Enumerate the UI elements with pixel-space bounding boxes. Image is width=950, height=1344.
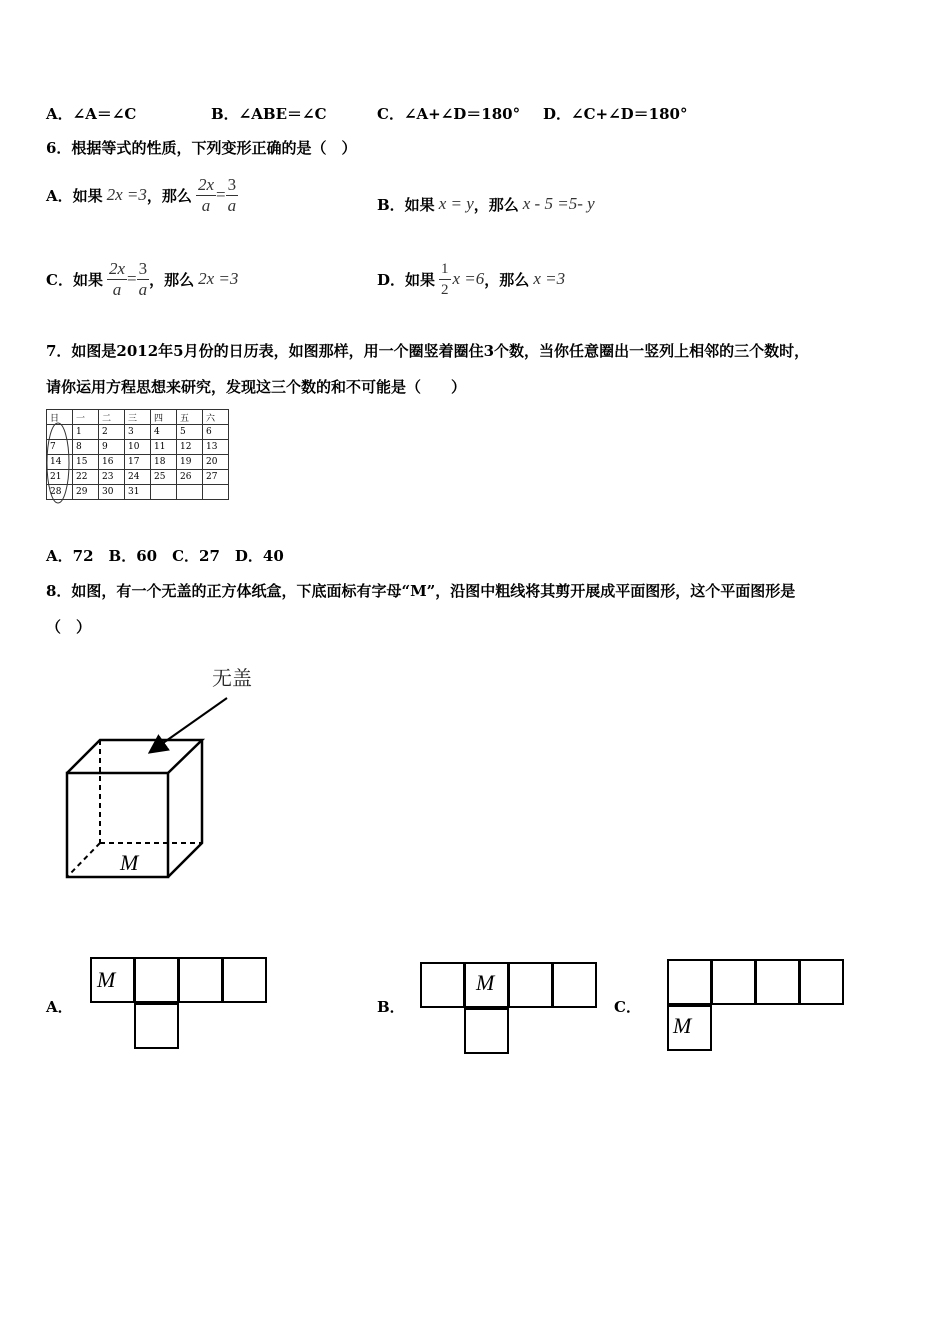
q6-c-label: C．如果 — [46, 270, 103, 289]
q6-c-den1: a — [112, 279, 122, 299]
calendar-cell: 6 — [203, 425, 229, 440]
calendar-cell: 1 — [73, 425, 99, 440]
q6-a-cond: 2x =3 — [106, 185, 147, 204]
calendar-cell: 25 — [151, 470, 177, 485]
q5-option-c: C．∠A+∠D＝180° — [377, 105, 521, 123]
net-c-square — [667, 959, 712, 1005]
net-a-square — [134, 957, 179, 1003]
q6-a-label: A．如果 — [46, 186, 103, 205]
calendar-cell: 28 — [47, 485, 73, 500]
calendar-cell: 12 — [177, 440, 203, 455]
calendar-cell: 13 — [203, 440, 229, 455]
q8-line2: （ ） — [46, 618, 92, 636]
q8-option-a-label: A． — [46, 998, 73, 1016]
q6-a-den2: a — [227, 195, 237, 215]
q6-option-b — [377, 190, 595, 218]
q6-c-num2: 3 — [138, 258, 148, 278]
calendar-header: 六 — [203, 410, 229, 425]
calendar-table-wrapper — [46, 409, 229, 500]
net-a-letter: M — [97, 967, 116, 992]
net-a-square — [222, 957, 267, 1003]
q6-a-num2: 3 — [227, 174, 237, 194]
net-c-square — [711, 959, 756, 1005]
net-c-letter: M — [673, 1013, 692, 1038]
calendar-cell: 26 — [177, 470, 203, 485]
cube-letter: M — [120, 850, 139, 875]
q6-option-a — [46, 170, 238, 220]
q6-d-cond: x =6 — [452, 269, 485, 288]
q5-option-b: B．∠ABE＝∠C — [211, 105, 327, 123]
q6-title: 6．根据等式的性质，下列变形正确的是（ ） — [46, 139, 357, 157]
net-b-square — [552, 962, 597, 1008]
q6-b-res: x - 5 =5- y — [522, 194, 595, 213]
q6-a-den1: a — [201, 195, 211, 215]
q6-d-res: x =3 — [533, 269, 566, 288]
q8-line1: 8．如图，有一个无盖的正方体纸盒，下底面标有字母“M”，沿图中粗线将其剪开展成平面图形，这个平面图形是 — [46, 582, 796, 600]
calendar-cell: 10 — [125, 440, 151, 455]
calendar-cell — [203, 485, 229, 500]
calendar-header: 日 — [47, 410, 73, 425]
q6-d-den: 2 — [441, 281, 449, 298]
q6-a-frac2 — [226, 175, 239, 216]
calendar-cell: 30 — [99, 485, 125, 500]
calendar-header: 一 — [73, 410, 99, 425]
q6-c-frac2 — [137, 259, 150, 300]
q6-c-num1: 2x — [108, 258, 125, 278]
q6-a-frac1 — [196, 175, 216, 216]
open-cube-figure — [60, 690, 240, 885]
q7-options: A．72 B．60 C．27 D．40 — [46, 547, 284, 565]
calendar-cell: 29 — [73, 485, 99, 500]
net-b-square — [508, 962, 553, 1008]
q7-line2: 请你运用方程思想来研究，发现这三个数的和不可能是（ ） — [46, 378, 467, 396]
calendar-cell: 27 — [203, 470, 229, 485]
q5-option-d: D．∠C+∠D＝180° — [543, 105, 688, 123]
q5-option-a: A．∠A＝∠C — [46, 105, 137, 123]
calendar-cell: 2 — [99, 425, 125, 440]
calendar-header: 四 — [151, 410, 177, 425]
calendar-header: 五 — [177, 410, 203, 425]
q6-option-c — [46, 254, 238, 304]
q6-a-then: ，那么 — [146, 186, 192, 205]
calendar-cell: 5 — [177, 425, 203, 440]
net-b-square — [420, 962, 465, 1008]
net-a-square — [134, 1003, 179, 1049]
lid-label: 无盖 — [212, 666, 252, 690]
q6-option-d — [377, 254, 565, 304]
q6-a-eq: = — [215, 185, 226, 204]
calendar-cell: 8 — [73, 440, 99, 455]
calendar-cell: 24 — [125, 470, 151, 485]
q6-c-den2: a — [138, 279, 148, 299]
calendar-cell: 9 — [99, 440, 125, 455]
net-a-square — [178, 957, 223, 1003]
net-b-square — [464, 1008, 509, 1054]
q6-c-res: 2x =3 — [198, 269, 239, 288]
circle-annotation-icon — [46, 421, 76, 507]
net-c-square — [755, 959, 800, 1005]
calendar-cell: 18 — [151, 455, 177, 470]
q6-c-frac1 — [107, 259, 127, 300]
q6-b-cond: x = y — [438, 194, 474, 213]
net-b-letter: M — [476, 970, 495, 995]
net-c-square — [799, 959, 844, 1005]
q6-c-then: ，那么 — [149, 270, 195, 289]
q6-c-eq: = — [127, 269, 137, 288]
q7-line1: 7．如图是2012年5月份的日历表，如图那样，用一个圈竖着圈住3个数，当你任意圈出一竖列上相邻的三个数时， — [46, 342, 810, 360]
calendar-header: 三 — [125, 410, 151, 425]
q6-b-then: ，那么 — [473, 195, 519, 214]
calendar-cell: 17 — [125, 455, 151, 470]
q6-d-label: D．如果 — [377, 270, 436, 289]
q8-option-b-label: B． — [377, 998, 405, 1016]
q6-d-frac — [439, 259, 451, 300]
calendar-cell: 19 — [177, 455, 203, 470]
calendar-cell: 22 — [73, 470, 99, 485]
calendar-cell: 23 — [99, 470, 125, 485]
q6-d-then: ，那么 — [484, 270, 530, 289]
calendar-cell: 16 — [99, 455, 125, 470]
calendar-cell: 20 — [203, 455, 229, 470]
calendar-cell: 15 — [73, 455, 99, 470]
calendar-cell — [177, 485, 203, 500]
calendar-cell: 21 — [47, 470, 73, 485]
calendar-cell: 3 — [125, 425, 151, 440]
q6-b-label: B．如果 — [377, 195, 435, 214]
q6-d-num: 1 — [439, 259, 451, 280]
q8-option-c-label: C． — [614, 998, 641, 1016]
calendar-cell — [151, 485, 177, 500]
calendar-cell: 4 — [151, 425, 177, 440]
calendar-cell: 7 — [47, 440, 73, 455]
q6-a-num1: 2x — [197, 174, 214, 194]
calendar-cell: 31 — [125, 485, 151, 500]
calendar-cell: 11 — [151, 440, 177, 455]
calendar-header: 二 — [99, 410, 125, 425]
calendar-cell: 14 — [47, 455, 73, 470]
